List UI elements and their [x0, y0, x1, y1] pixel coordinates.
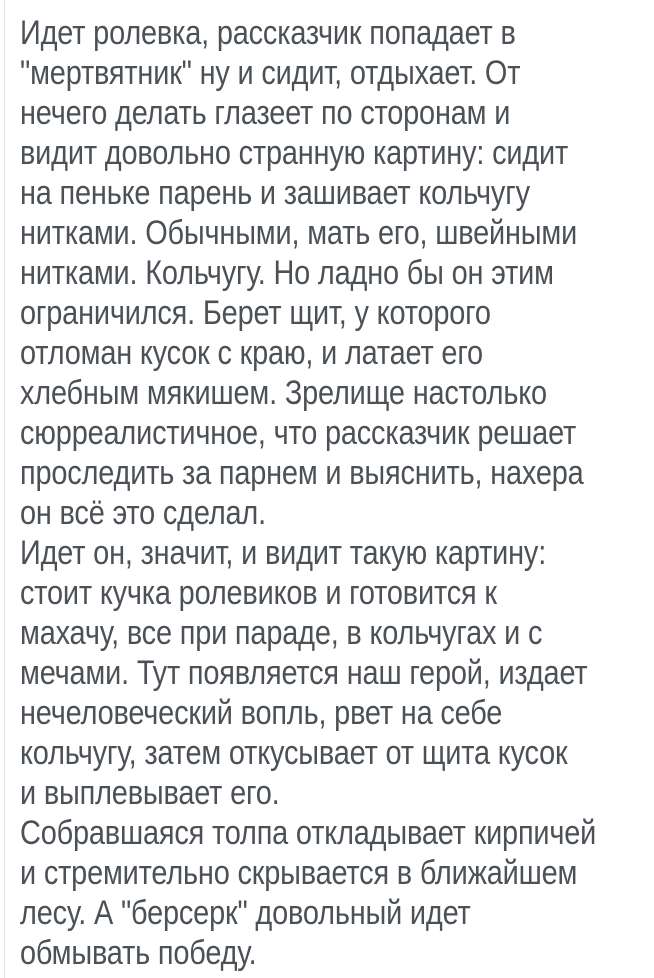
story-line: Идет он, значит, и видит такую картину:: [20, 534, 547, 572]
story-line: нечего делать глазеет по сторонам и: [20, 94, 511, 132]
story-line: махачу, все при параде, в кольчугах и с: [20, 614, 543, 652]
story-line: хлебным мякишем. Зрелище настолько: [20, 374, 547, 412]
story-line: нитками. Обычными, мать его, швейными: [20, 214, 578, 252]
story-line: лесу. А "берсерк" довольный идет: [20, 894, 471, 932]
story-line: видит довольно странную картину: сидит: [20, 134, 569, 172]
story-line: и выплевывает его.: [20, 774, 280, 812]
story-line: обмывать победу.: [20, 934, 257, 972]
story-line: Собравшаяся толпа откладывает кирпичей: [20, 814, 597, 852]
story-paragraph-2: [20, 533, 654, 813]
story-line: на пеньке парень и зашивает кольчугу: [20, 174, 530, 212]
story-text-block: [20, 13, 654, 973]
story-line: проследить за парнем и выяснить, нахера: [20, 454, 584, 492]
story-paragraph-3: [20, 813, 654, 973]
story-line: отломан кусок с краю, и латает его: [20, 334, 483, 372]
story-line: нитками. Кольчугу. Но ладно бы он этим: [20, 254, 554, 292]
story-line: "мертвятник" ну и сидит, отдыхает. От: [20, 54, 521, 92]
story-line: Идет ролевка, рассказчик попадает в: [20, 14, 516, 52]
left-edge-divider: [4, 0, 5, 978]
story-line: и стремительно скрывается в ближайшем: [20, 854, 578, 892]
story-line: нечеловеческий вопль, рвет на себе: [20, 694, 503, 732]
story-line: ограничился. Берет щит, у которого: [20, 294, 491, 332]
story-paragraph-1: [20, 13, 654, 533]
story-line: кольчугу, затем откусывает от щита кусок: [20, 734, 568, 772]
story-line: стоит кучка ролевиков и готовится к: [20, 574, 497, 612]
story-line: он всё это сделал.: [20, 494, 266, 532]
story-line: мечами. Тут появляется наш герой, издает: [20, 654, 588, 692]
story-line: сюрреалистичное, что рассказчик решает: [20, 414, 577, 452]
